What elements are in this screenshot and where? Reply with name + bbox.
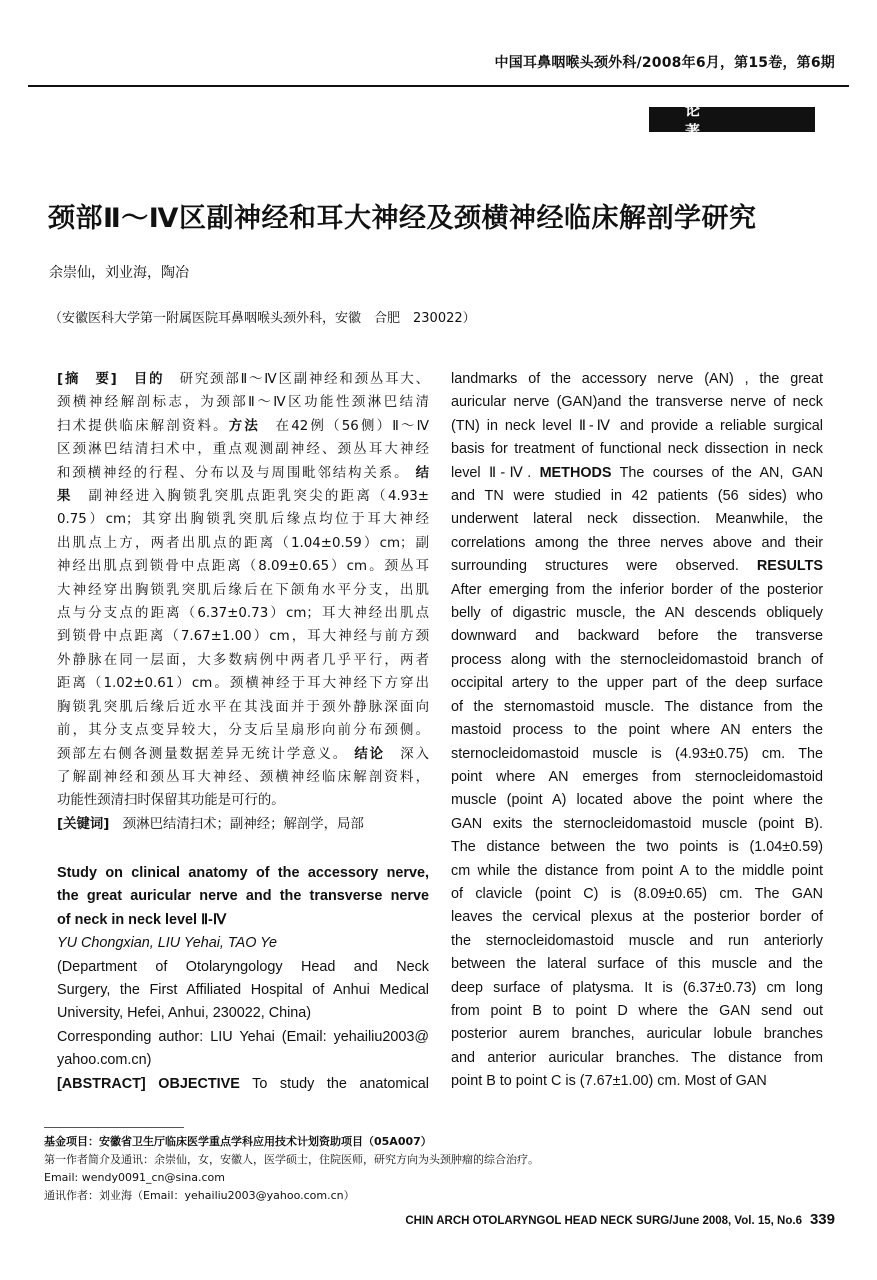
abstract-en-line: downward and backward before the transverse	[451, 628, 823, 645]
abstract-en-line: point B to point C is (7.67±1.00) cm. Most of GAN	[451, 1073, 767, 1090]
abstract-cn-line: 0.75）cm；其穿出胸锁乳突肌后缘点均位于耳大神经	[57, 512, 429, 528]
abstract-cn-line: 和颈横神经的行程、分布以及与周围毗邻结构关系。 结	[57, 465, 429, 481]
english-title-line: of neck in neck level Ⅱ-Ⅳ	[57, 911, 227, 928]
footnote-line: 第一作者简介及通讯：余崇仙，女，安徽人，医学硕士，住院医师，研究方向为头颈肿瘤的综合治疗。	[44, 1153, 539, 1166]
abstract-en-line: of the sternomastoid muscle. The distance from the	[451, 698, 823, 715]
abstract-en-line: and anterior auricular branches. The distance from	[451, 1049, 823, 1066]
abstract-en-line: muscle (point A) located above the point where the	[451, 792, 823, 809]
authors: 余崇仙，刘业海，陶冶	[49, 265, 189, 281]
abstract-en-line: from point B to point D where the GAN send out	[451, 1002, 823, 1019]
abstract-en-line: point where AN emerges from sternocleidomastoid	[451, 768, 823, 785]
abstract-en-line: level Ⅱ-Ⅳ. METHODS The courses of the AN, GAN	[451, 464, 823, 481]
abstract-en-continued	[451, 368, 823, 1094]
abstract-en-line: surrounding structures were observed. RESULTS	[451, 558, 823, 575]
abstract-en-line: auricular nerve (GAN)and the transverse nerve of neck	[451, 394, 823, 411]
abstract-start-text: To study the anatomical	[252, 1075, 430, 1092]
abstract-en-line: basis for treatment of functional neck dissection in neck	[451, 441, 823, 458]
english-title-line: the great auricular nerve and the transverse nerve	[57, 888, 429, 905]
abstract-en-line: The distance between the two points is (1.04±0.59)	[451, 839, 823, 856]
abstract-cn-line: 功能性颈清扫时保留其功能是可行的。	[57, 793, 285, 809]
footnote-line: Email: wendy0091_cn@sina.com	[44, 1171, 225, 1184]
page-number: 339	[809, 1211, 835, 1228]
abstract-cn-line: 外静脉在同一层面，大多数病例中两者几乎平行，两者	[57, 652, 429, 668]
abstract-en-line: occipital artery to the upper part of the deep surface	[451, 675, 823, 692]
affiliation-cn: （安徽医科大学第一附属医院耳鼻咽喉头颈外科，安徽 合肥 230022）	[49, 311, 476, 326]
abstract-start-line	[57, 1073, 429, 1096]
abstract-cn-line: 果 副神经进入胸锁乳突肌点距乳突尖的距离（4.93±	[57, 489, 429, 505]
abstract-label: [ABSTRACT]	[57, 1075, 146, 1092]
abstract-en-line: posterior aurem branches, auricular lobule branches	[451, 1026, 823, 1043]
abstract-en-line: underwent lateral neck dissection. Meanwhile, the	[451, 511, 823, 528]
page-footer	[405, 1211, 835, 1228]
abstract-cn	[57, 368, 429, 836]
footnote-rule	[44, 1127, 184, 1128]
article-title: 颈部Ⅱ～Ⅳ区副神经和耳大神经及颈横神经临床解剖学研究	[48, 203, 757, 234]
english-title-line: Study on clinical anatomy of the accessory nerve,	[57, 865, 429, 881]
abstract-en-line: process along with the sternocleidomastoid branch of	[451, 651, 823, 668]
abstract-cn-line: 距离（1.02±0.61）cm。颈横神经于耳大神经下方穿出	[57, 676, 429, 692]
abstract-en-line: (TN) in neck level Ⅱ-Ⅳ and provide a reliable surgical	[451, 417, 823, 434]
abstract-cn-line: 点与分支点的距离（6.37±0.73）cm；耳大神经出肌点	[57, 606, 429, 622]
abstract-cn-line: 区颈淋巴结清扫术中，重点观测副神经、颈丛耳大神经	[57, 442, 429, 458]
abstract-en-line: GAN exits the sternocleidomastoid muscle (point B).	[451, 815, 823, 832]
abstract-en-line: deep surface of platysma. It is (6.37±0.73) cm long	[451, 979, 823, 996]
abstract-cn-line: 胸锁乳突肌后缘后近水平在其浅面并于颈外静脉深面向	[57, 699, 429, 715]
abstract-cn-line: 颈部左右侧各测量数据差异无统计学意义。 结论 深入	[57, 746, 430, 762]
abstract-en-line: mastoid process to the point where AN enters the	[451, 722, 823, 739]
abstract-en-line: the sternocleidomastoid muscle and run anteriorly	[451, 932, 823, 949]
abstract-cn-line: 神经出肌点到锁骨中点距离（8.09±0.65）cm。颈丛耳	[57, 559, 429, 575]
abstract-cn-line: 颈横神经解剖标志，为颈部Ⅱ～Ⅳ区功能性颈淋巴结清	[57, 395, 429, 411]
journal-header: 中国耳鼻咽喉头颈外科/2008年6月，第15卷，第6期	[494, 55, 835, 71]
section-tag: 论 著	[649, 107, 815, 132]
english-header	[57, 862, 429, 1096]
abstract-en-line: cm while the distance from point A to the middle point	[451, 862, 823, 879]
abstract-en-line: between the lateral surface of this muscle and the	[451, 956, 823, 973]
abstract-cn-line: 大神经穿出胸锁乳突肌后缘后在下颌角水平分支，出肌	[57, 582, 429, 598]
abstract-en-line: of clavicle (point C) is (8.09±0.65) cm. The GAN	[451, 885, 823, 902]
english-affiliation-line: (Department of Otolaryngology Head and Neck	[57, 958, 429, 975]
abstract-en-line: belly of digastric muscle, the AN descends obliquely	[451, 605, 823, 622]
abstract-cn-line: 扫术提供临床解剖资料。方法 在42例（56侧）Ⅱ～Ⅳ	[57, 418, 430, 434]
abstract-en-line: landmarks of the accessory nerve (AN) , the great	[451, 371, 823, 387]
footer-journal: CHIN ARCH OTOLARYNGOL HEAD NECK SURG/June 2008, Vol. 15, No.6	[405, 1215, 802, 1227]
abstract-en-line: sternocleidomastoid muscle is (4.93±0.75) cm. The	[451, 745, 823, 762]
english-affiliation-line: University, Hefei, Anhui, 230022, China)	[57, 1005, 312, 1022]
english-affiliation-line: Surgery, the First Affiliated Hospital of Anhui Medical	[57, 982, 429, 999]
abstract-cn-line: [摘 要] 目的 研究颈部Ⅱ～Ⅳ区副神经和颈丛耳大、	[57, 372, 430, 387]
abstract-cn-line: 到锁骨中点距离（7.67±1.00）cm，耳大神经与前方颈	[57, 629, 429, 645]
footnote-line: 通讯作者：刘业海（Email：yehailiu2003@yahoo.com.cn）	[44, 1189, 355, 1202]
objective-label: OBJECTIVE	[158, 1075, 240, 1092]
abstract-en-line: After emerging from the inferior border of the posterior	[451, 581, 823, 598]
header-rule	[28, 85, 849, 87]
footnote-line: 基金项目：安徽省卫生厅临床医学重点学科应用技术计划资助项目（05A007）	[44, 1135, 432, 1148]
english-authors: YU Chongxian, LIU Yehai, TAO Ye	[57, 935, 277, 952]
abstract-cn-line: [关键词] 颈淋巴结清扫术；副神经；解剖学，局部	[57, 816, 364, 832]
corresponding-line: Corresponding author: LIU Yehai (Email: yehailiu2003@	[57, 1028, 429, 1045]
corresponding-line: yahoo.com.cn)	[57, 1052, 152, 1069]
footnotes	[44, 1133, 539, 1205]
abstract-en-line: leaves the cervical plexus at the posterior border of	[451, 909, 823, 926]
abstract-cn-line: 前，其分支点变异较大，分支后呈扇形向前分布颈侧。	[57, 723, 429, 739]
abstract-cn-line: 了解副神经和颈丛耳大神经、颈横神经临床解剖资料，	[57, 769, 429, 785]
abstract-en-line: correlations among the three nerves above and their	[451, 534, 823, 551]
abstract-en-line: and TN were studied in 42 patients (56 sides) who	[451, 488, 823, 505]
abstract-cn-line: 出肌点上方，两者出肌点的距离（1.04±0.59）cm；副	[57, 535, 429, 551]
